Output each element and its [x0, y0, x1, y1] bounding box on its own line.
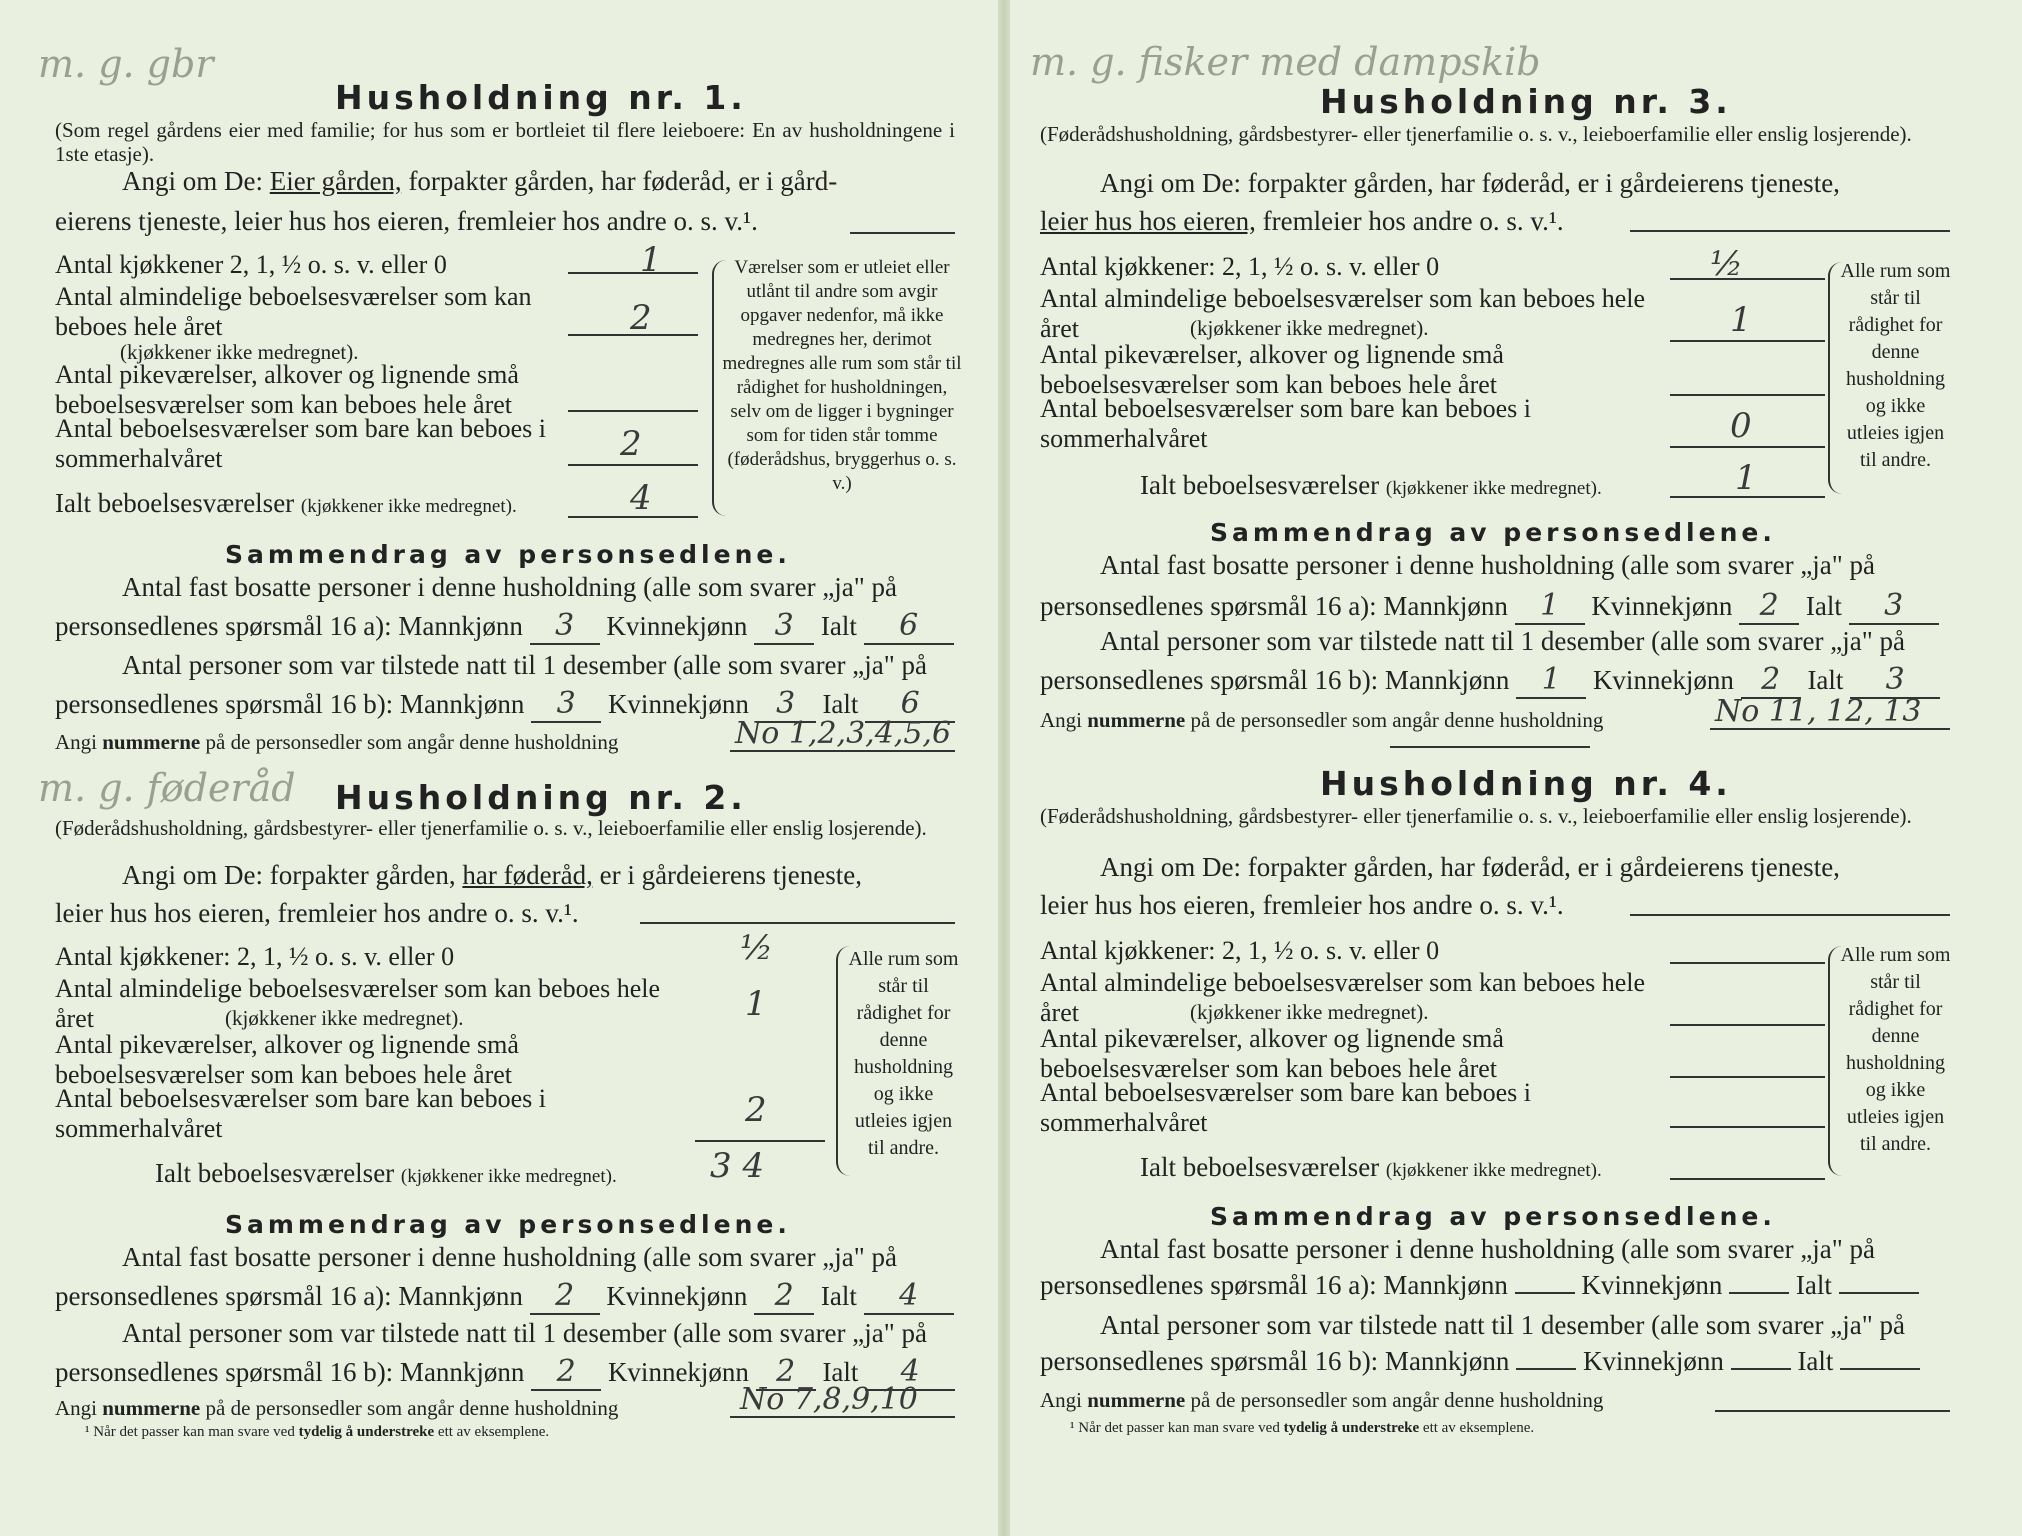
h1-numbers-row: Angi nummerne på de personsedler som angår denne husholdning — [55, 730, 619, 754]
h3-row-small-rooms: Antal pikeværelser, alkover og lignende små beboelsesværelser som kan beboes hele året — [1040, 340, 1504, 399]
h2-numbers-value: No 7,8,9,10 — [740, 1382, 918, 1417]
h3-kitchens-value: ½ — [1710, 244, 1743, 284]
household-4-note: (Føderådshusholdning, gårdsbestyrer- eller tjenerfamilie o. s. v., leieboerfamilie eller enslig losjerende). — [1040, 804, 1912, 828]
h1-sum-b-female: 3 — [756, 686, 816, 723]
fill-line — [850, 232, 955, 234]
household-2-note: (Føderådshusholdning, gårdsbestyrer- eller tjenerfamilie o. s. v., leieboerfamilie eller enslig losjerende). — [55, 816, 927, 840]
fill-line — [1729, 1292, 1789, 1294]
h2-row-ordinary-rooms-sub: (kjøkkener ikke medregnet). — [225, 1006, 464, 1030]
fill-line — [1839, 1292, 1919, 1294]
fill-line — [1516, 1368, 1576, 1370]
h4-sum-a-text1: Antal fast bosatte personer i denne husholdning (alle som svarer „ja" på — [1100, 1234, 1876, 1264]
fill-line — [1670, 1178, 1825, 1180]
right-page — [1010, 0, 2022, 1536]
fill-line — [1670, 1024, 1825, 1026]
h1-sum-b-male: 3 — [531, 686, 601, 723]
household-4-title: Husholdning nr. 4. — [1320, 764, 1732, 803]
h4-row-summer-rooms: Antal beboelsesværelser som bare kan beboes i sommerhalvåret — [1040, 1078, 1531, 1137]
h3-sum-b-female: 2 — [1741, 662, 1801, 699]
h2-total-value: 3 4 — [710, 1146, 765, 1186]
h3-numbers-value: No 11, 12, 13 — [1715, 694, 1922, 729]
household-1-note: (Som regel gårdens eier med familie; for hus som er bortleiet til flere leieboere: En av husholdningene i 1ste etasje). — [55, 118, 955, 166]
h2-sum-b-text1: Antal personer som var tilstede natt til 1 desember (alle som svarer „ja" på — [122, 1318, 928, 1348]
h4-side-note: Alle rum som står til rådighet for denne husholdning og ikke utleies igjen til andre. — [1840, 944, 1951, 1155]
household-2-title: Husholdning nr. 2. — [335, 778, 747, 817]
h2-numbers-row: Angi nummerne på de personsedler som angår denne husholdning — [55, 1396, 619, 1420]
fill-line — [695, 1140, 825, 1142]
h2-sum-a-row: personsedlenes spørsmål 16 a): Mannkjønn 2 Kvinnekjønn 2 Ialt 4 — [55, 1278, 954, 1315]
h4-summary-title: Sammendrag av personsedlene. — [1210, 1202, 1776, 1231]
h1-row-kitchens: Antal kjøkkener 2, 1, ½ o. s. v. eller 0 — [55, 250, 447, 279]
h3-sum-a-male: 1 — [1515, 588, 1585, 625]
h2-row-ordinary-rooms: Antal almindelige beboelsesværelser som kan beboes hele året — [55, 974, 661, 1033]
household-3-title: Husholdning nr. 3. — [1320, 82, 1732, 121]
h3-side-note: Alle rum som står til rådighet for denne husholdning og ikke utleies igjen til andre. — [1840, 260, 1951, 471]
household-4-angi-line1: Angi om De: forpakter gården, har føderåd, er i gårdeierens tjeneste, — [1100, 852, 1840, 882]
fill-line — [1731, 1368, 1791, 1370]
fill-line — [1840, 1368, 1920, 1370]
h2-sum-a-female: 2 — [754, 1278, 814, 1315]
h3-sum-a-text1: Antal fast bosatte personer i denne husholdning (alle som svarer „ja" på — [1100, 550, 1876, 580]
h3-sum-b-text1: Antal personer som var tilstede natt til 1 desember (alle som svarer „ja" på — [1100, 626, 1906, 656]
h4-sum-b-text1: Antal personer som var tilstede natt til 1 desember (alle som svarer „ja" på — [1100, 1310, 1906, 1340]
h4-row-ordinary-rooms-sub: (kjøkkener ikke medregnet). — [1190, 1000, 1429, 1024]
h1-kitchens-value: 1 — [640, 240, 662, 280]
fill-line — [1670, 340, 1825, 342]
household-1-angi-line2: eierens tjeneste, leier hus hos eieren, fremleier hos andre o. s. v.¹. — [55, 206, 758, 236]
h2-sum-b-total: 4 — [865, 1354, 955, 1391]
h1-row-summer-rooms: Antal beboelsesværelser som bare kan beboes i sommerhalvåret — [55, 414, 546, 473]
fill-line — [568, 410, 698, 412]
fill-line — [568, 272, 698, 274]
leier-hus-choice: leier hus hos eieren, — [1040, 206, 1256, 236]
h1-row-ordinary-rooms-sub: (kjøkkener ikke medregnet). — [120, 340, 359, 364]
h2-side-note: Alle rum som står til rådighet for denne husholdning og ikke utleies igjen til andre. — [848, 948, 959, 1159]
h3-ordinary-rooms-value: 1 — [1730, 300, 1752, 340]
h1-sum-a-total: 6 — [864, 608, 954, 645]
h4-numbers-row: Angi nummerne på de personsedler som angår denne husholdning — [1040, 1388, 1604, 1412]
h3-sum-b-male: 1 — [1516, 662, 1586, 699]
h3-sum-a-total: 3 — [1849, 588, 1939, 625]
fill-line — [1630, 230, 1950, 232]
fill-line — [1670, 1076, 1825, 1078]
h3-sum-b-total: 3 — [1850, 662, 1940, 699]
h2-ordinary-rooms-value: 1 — [745, 984, 767, 1024]
h2-row-summer-rooms: Antal beboelsesværelser som bare kan beboes i sommerhalvåret — [55, 1084, 546, 1143]
h3-row-kitchens: Antal kjøkkener: 2, 1, ½ o. s. v. eller 0 — [1040, 252, 1440, 281]
h3-total-row: Ialt beboelsesværelser (kjøkkener ikke medregnet). — [1140, 470, 1602, 500]
h1-sum-b-total: 6 — [865, 686, 955, 723]
h3-row-ordinary-rooms: Antal almindelige beboelsesværelser som kan beboes hele året — [1040, 284, 1646, 343]
h1-numbers-value: No 1,2,3,4,5,6 — [735, 716, 952, 751]
h1-sum-a-female: 3 — [754, 608, 814, 645]
h2-sum-b-female: 2 — [756, 1354, 816, 1391]
h1-row-small-rooms: Antal pikeværelser, alkover og lignende små beboelsesværelser som kan beboes hele året — [55, 360, 519, 419]
section-divider — [1390, 746, 1590, 748]
h3-sum-b-row: personsedlenes spørsmål 16 b): Mannkjønn 1 Kvinnekjønn 2 Ialt 3 — [1040, 662, 1940, 699]
fill-line — [1630, 914, 1950, 916]
left-page — [0, 0, 1000, 1536]
h1-total-value: 4 — [630, 478, 652, 518]
fill-line — [1670, 446, 1825, 448]
h1-total-row: Ialt beboelsesværelser (kjøkkener ikke medregnet). — [55, 488, 517, 518]
household-1-title: Husholdning nr. 1. — [335, 78, 747, 117]
h2-sum-b-row: personsedlenes spørsmål 16 b): Mannkjønn 2 Kvinnekjønn 2 Ialt 4 — [55, 1354, 955, 1391]
h2-total-row: Ialt beboelsesværelser (kjøkkener ikke medregnet). — [155, 1158, 617, 1188]
h2-sum-a-male: 2 — [530, 1278, 600, 1315]
h4-row-ordinary-rooms: Antal almindelige beboelsesværelser som kan beboes hele året — [1040, 968, 1646, 1027]
fill-line — [1670, 962, 1825, 964]
household-2-angi-line2: leier hus hos eieren, fremleier hos andre o. s. v.¹. — [55, 898, 579, 928]
h2-sum-a-text1: Antal fast bosatte personer i denne husholdning (alle som svarer „ja" på — [122, 1242, 898, 1272]
margin-note-2: m. g. føderåd — [38, 766, 296, 810]
household-3-angi-line1: Angi om De: forpakter gården, har føderåd, er i gårdeierens tjeneste, — [1100, 168, 1840, 198]
h1-row-ordinary-rooms: Antal almindelige beboelsesværelser som kan beboes hele året — [55, 282, 532, 341]
h4-row-small-rooms: Antal pikeværelser, alkover og lignende små beboelsesværelser som kan beboes hele året — [1040, 1024, 1504, 1083]
fill-line — [730, 1416, 955, 1418]
h2-summary-title: Sammendrag av personsedlene. — [225, 1210, 791, 1239]
h1-summary-title: Sammendrag av personsedlene. — [225, 540, 791, 569]
margin-note-1: m. g. gbr — [38, 42, 214, 86]
har-foderad-choice: har føderåd, — [462, 860, 593, 890]
fill-line — [1670, 394, 1825, 396]
household-3-note: (Føderådshusholdning, gårdsbestyrer- eller tjenerfamilie o. s. v., leieboerfamilie eller enslig losjerende). — [1040, 122, 1912, 146]
footnote-left: ¹ Når det passer kan man svare ved tydelig å understreke ett av eksemplene. — [85, 1424, 550, 1440]
h1-sum-a-text1: Antal fast bosatte personer i denne husholdning (alle som svarer „ja" på — [122, 572, 898, 602]
h3-row-summer-rooms: Antal beboelsesværelser som bare kan beboes i sommerhalvåret — [1040, 394, 1531, 453]
h4-sum-b-row: personsedlenes spørsmål 16 b): Mannkjønn Kvinnekjønn Ialt — [1040, 1346, 1920, 1377]
h2-summer-rooms-value: 2 — [745, 1090, 767, 1130]
household-2-angi-line1: Angi om De: forpakter gården, har føderåd, er i gårdeierens tjeneste, — [122, 860, 862, 890]
fill-line — [1715, 1410, 1950, 1412]
fill-line — [1515, 1292, 1575, 1294]
fill-line — [730, 750, 955, 752]
h1-sum-b-text1: Antal personer som var tilstede natt til 1 desember (alle som svarer „ja" på — [122, 650, 928, 680]
margin-note-right: m. g. fisker med dampskib — [1030, 40, 1541, 84]
h2-sum-a-total: 4 — [864, 1278, 954, 1315]
fill-line — [1670, 278, 1825, 280]
fill-line — [568, 464, 698, 466]
fill-line — [1710, 728, 1950, 730]
h2-kitchens-value: ½ — [740, 928, 773, 968]
h1-side-note: Værelser som er utleiet eller utlånt til andre som avgir opgaver nedenfor, må ikke medregnes her, derimot medregnes alle rum som står til rådighet for husholdningen, selv om de ligger i bygninger som for tiden står tomme (føderådshus, bryggerhus o. s. v.) — [722, 257, 962, 494]
h1-sum-a-row: personsedlenes spørsmål 16 a): Mannkjønn 3 Kvinnekjønn 3 Ialt 6 — [55, 608, 954, 645]
h3-summary-title: Sammendrag av personsedlene. — [1210, 518, 1776, 547]
h3-total-value: 1 — [1735, 458, 1757, 498]
h1-sum-b-row: personsedlenes spørsmål 16 b): Mannkjønn 3 Kvinnekjønn 3 Ialt 6 — [55, 686, 955, 723]
h2-sum-b-male: 2 — [531, 1354, 601, 1391]
h3-sum-a-row: personsedlenes spørsmål 16 a): Mannkjønn 1 Kvinnekjønn 2 Ialt 3 — [1040, 588, 1939, 625]
household-4-angi-line2: leier hus hos eieren, fremleier hos andre o. s. v.¹. — [1040, 890, 1564, 920]
h3-numbers-row: Angi nummerne på de personsedler som angår denne husholdning — [1040, 708, 1604, 732]
h4-row-kitchens: Antal kjøkkener: 2, 1, ½ o. s. v. eller 0 — [1040, 936, 1440, 965]
eier-garden-choice: Eier gården, — [269, 166, 402, 196]
household-1-angi-line1: Angi om De: Eier gården, forpakter gården, har føderåd, er i gård- — [122, 166, 838, 196]
h3-row-ordinary-rooms-sub: (kjøkkener ikke medregnet). — [1190, 316, 1429, 340]
h1-ordinary-rooms-value: 2 — [630, 298, 652, 338]
household-3-angi-line2: leier hus hos eieren, fremleier hos andre o. s. v.¹. — [1040, 206, 1564, 236]
h4-total-row: Ialt beboelsesværelser (kjøkkener ikke medregnet). — [1140, 1152, 1602, 1182]
h2-row-small-rooms: Antal pikeværelser, alkover og lignende små beboelsesværelser som kan beboes hele året — [55, 1030, 519, 1089]
h2-row-kitchens: Antal kjøkkener: 2, 1, ½ o. s. v. eller 0 — [55, 942, 455, 971]
fill-line — [640, 922, 955, 924]
h4-sum-a-row: personsedlenes spørsmål 16 a): Mannkjønn Kvinnekjønn Ialt — [1040, 1270, 1919, 1301]
h1-sum-a-male: 3 — [530, 608, 600, 645]
h3-sum-a-female: 2 — [1739, 588, 1799, 625]
footnote-right: ¹ Når det passer kan man svare ved tydelig å understreke ett av eksemplene. — [1070, 1420, 1535, 1436]
h3-summer-rooms-value: 0 — [1730, 406, 1752, 446]
fill-line — [1670, 1126, 1825, 1128]
h1-summer-rooms-value: 2 — [620, 424, 642, 464]
